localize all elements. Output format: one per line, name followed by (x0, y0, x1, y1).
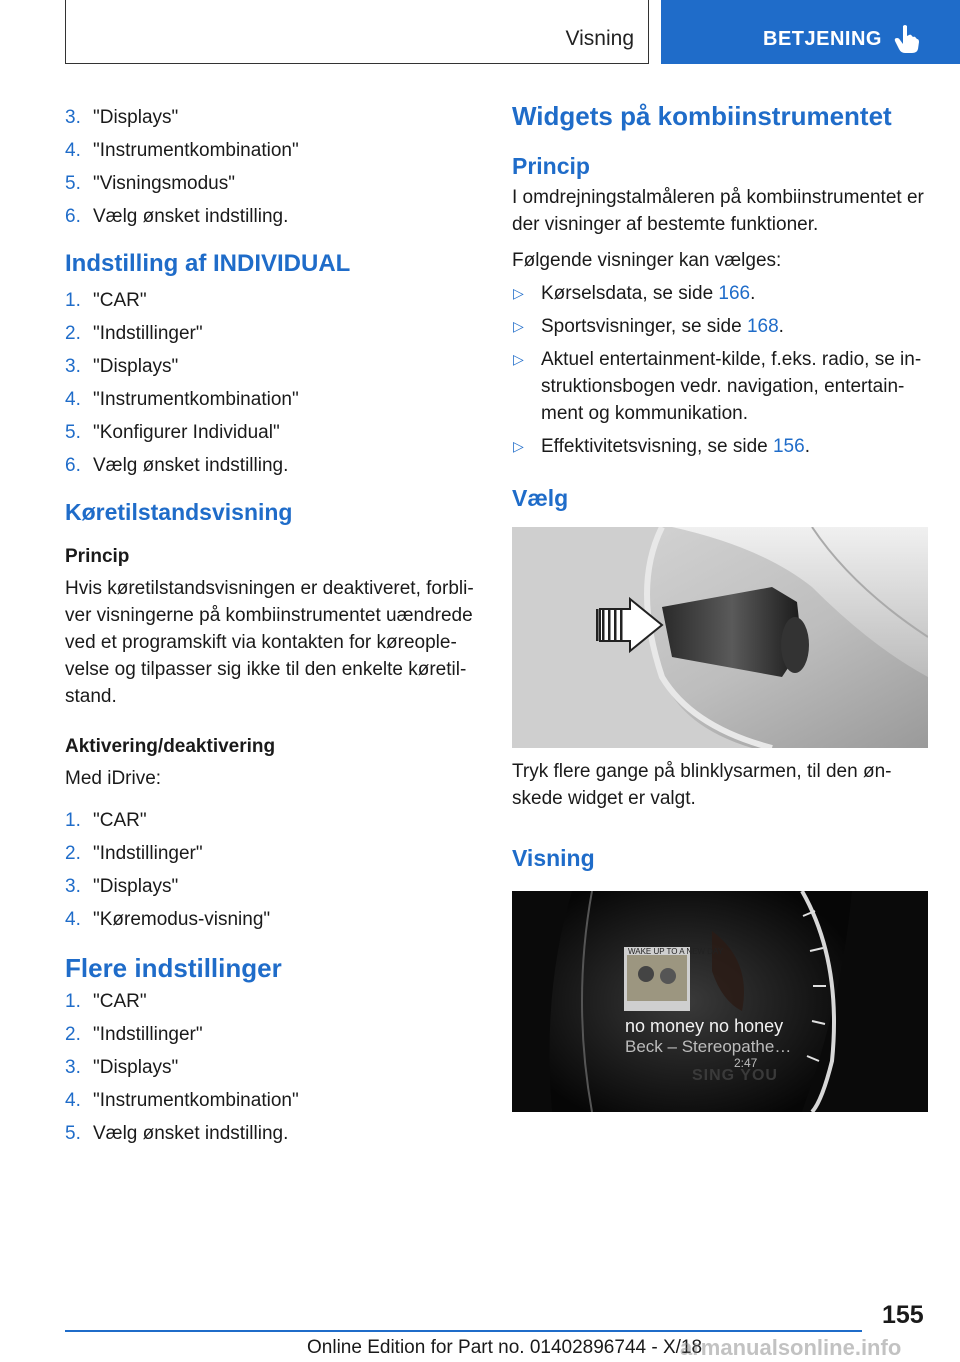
instrument-cluster-photo (512, 891, 928, 1112)
background-text: SING YOU (692, 1067, 778, 1084)
heading-individual: Indstilling af INDIVIDUAL (65, 250, 351, 277)
step-text: "Instrumentkombination" (93, 1090, 299, 1111)
step-number: 5. (65, 173, 81, 194)
bullet-text: Sportsvisninger, se side (541, 316, 747, 337)
step-text: "Køremodus-visning" (93, 909, 271, 930)
step-text: Vælg ønsket indstilling. (93, 455, 289, 476)
heading-koretilstandsvisning: Køretilstandsvisning (65, 499, 293, 525)
list-item (512, 433, 932, 460)
turn-signal-lever-photo (512, 527, 928, 748)
list-item (65, 1087, 485, 1120)
turn-signal-lever-illustration (512, 527, 928, 748)
track-time: 2:47 (734, 1056, 758, 1070)
step-number: 3. (65, 1057, 81, 1078)
list-item (65, 386, 485, 419)
step-number: 4. (65, 909, 81, 930)
step-text: "Displays" (93, 356, 179, 377)
heading-visning: Visning (512, 845, 595, 871)
bullet-text: Aktuel entertainment-kilde, f.eks. radio, se instruktionsbogen vedr. navigation, entertainment og kommunikation. (541, 349, 922, 424)
step-text: Vælg ønsket indstilling. (93, 206, 289, 227)
step-text: "Instrumentkombination" (93, 140, 299, 161)
step-number: 2. (65, 843, 81, 864)
list-item (65, 137, 485, 170)
heading-princip-right: Princip (512, 153, 590, 179)
step-text: "Indstillinger" (93, 323, 203, 344)
step-text: "Indstillinger" (93, 843, 203, 864)
step-number: 4. (65, 389, 81, 410)
list-item (512, 313, 932, 340)
triangle-bullet-icon: ▷ (513, 285, 524, 301)
footer-divider (65, 1330, 862, 1332)
bullet-suffix: . (804, 436, 810, 457)
list-item (65, 807, 485, 840)
step-text: "Instrumentkombination" (93, 389, 299, 410)
header-chapter-tab (661, 0, 960, 64)
list-item (65, 419, 485, 452)
list-item (65, 1054, 485, 1087)
list-item (65, 1120, 485, 1153)
step-number: 1. (65, 991, 81, 1012)
footer-edition: Online Edition for Part no. 01402896744 - X/18 (307, 1337, 703, 1358)
pointing-hand-icon (894, 24, 920, 54)
header-chapter-title: BETJENING (763, 28, 882, 50)
step-number: 5. (65, 422, 81, 443)
list-item (512, 280, 932, 307)
heading-aktivering: Aktivering/deaktivering (65, 736, 276, 757)
list-item (65, 452, 485, 485)
step-number: 2. (65, 323, 81, 344)
steps-list-b (65, 287, 485, 485)
list-item (65, 287, 485, 320)
step-text: "Displays" (93, 107, 179, 128)
step-number: 2. (65, 1024, 81, 1045)
bullet-suffix: . (750, 283, 756, 304)
step-number: 6. (65, 206, 81, 227)
header-section-box (65, 0, 649, 64)
list-item (65, 873, 485, 906)
widget-options-list (512, 280, 932, 460)
list-item (65, 906, 485, 939)
list-item (65, 320, 485, 353)
step-text: "CAR" (93, 810, 147, 831)
step-number: 4. (65, 140, 81, 161)
triangle-bullet-icon: ▷ (513, 351, 524, 367)
bullet-suffix: . (778, 316, 784, 337)
list-item (65, 104, 485, 137)
step-text: "CAR" (93, 290, 147, 311)
step-number: 3. (65, 356, 81, 377)
page-link[interactable]: 156 (772, 436, 805, 457)
step-number: 1. (65, 810, 81, 831)
step-text: "Visningsmodus" (93, 173, 235, 194)
step-text: "CAR" (93, 991, 147, 1012)
step-number: 1. (65, 290, 81, 311)
step-text: "Konfigurer Individual" (93, 422, 280, 443)
album-label: WAKE UP TO A NEW DAY (628, 947, 724, 956)
folgende-text: Følgende visninger kan vælges: (512, 250, 782, 271)
steps-list-a (65, 104, 485, 236)
right-column (512, 100, 932, 1112)
step-text: "Displays" (93, 1057, 179, 1078)
steps-list-c (65, 807, 485, 939)
list-item (65, 203, 485, 236)
page-link[interactable]: 168 (746, 316, 779, 337)
watermark: armanualsonline.info (680, 1335, 902, 1360)
artist-album: Beck – Stereopathe… (625, 1037, 792, 1056)
list-item (512, 346, 932, 427)
left-column (65, 104, 485, 1153)
list-item (65, 988, 485, 1021)
princip-right-paragraph: I omdrejningstalmåleren på kombiinstrumentet er der visninger af bestemte funktioner. (512, 187, 924, 235)
step-number: 3. (65, 876, 81, 897)
heading-vaelg: Vælg (512, 485, 569, 511)
step-text: "Indstillinger" (93, 1024, 203, 1045)
step-number: 4. (65, 1090, 81, 1111)
step-number: 3. (65, 107, 81, 128)
heading-flere-indstillinger: Flere indstillinger (65, 953, 282, 983)
princip-paragraph: Hvis køretilstandsvisningen er deaktiveret, forbliver visningerne på kombiinstrumentet uændrede ved et programskift via kontakten for køreoplevelse og tilpasser sig ikke til den enkelte køretilstand. (65, 578, 474, 707)
heading-princip: Princip (65, 546, 130, 567)
bullet-text: Kørselsdata, se side (541, 283, 719, 304)
page-number: 155 (882, 1301, 924, 1329)
step-text: "Displays" (93, 876, 179, 897)
list-item (65, 170, 485, 203)
header-section-title: Visning (565, 27, 634, 50)
triangle-bullet-icon: ▷ (513, 318, 524, 334)
triangle-bullet-icon: ▷ (513, 438, 524, 454)
page-link[interactable]: 166 (718, 283, 751, 304)
med-idrive-text: Med iDrive: (65, 768, 162, 789)
heading-widgets: Widgets på kombiinstrumentet (512, 101, 892, 131)
step-number: 6. (65, 455, 81, 476)
bullet-text: Effektivitetsvisning, se side (541, 436, 773, 457)
song-title: no money no honey (625, 1016, 784, 1036)
list-item (65, 840, 485, 873)
vaelg-caption: Tryk flere gange på blinklysarmen, til den ønskede widget er valgt. (512, 761, 892, 809)
list-item (65, 353, 485, 386)
list-item (65, 1021, 485, 1054)
step-text: Vælg ønsket indstilling. (93, 1123, 289, 1144)
steps-list-d (65, 988, 485, 1153)
step-number: 5. (65, 1123, 81, 1144)
